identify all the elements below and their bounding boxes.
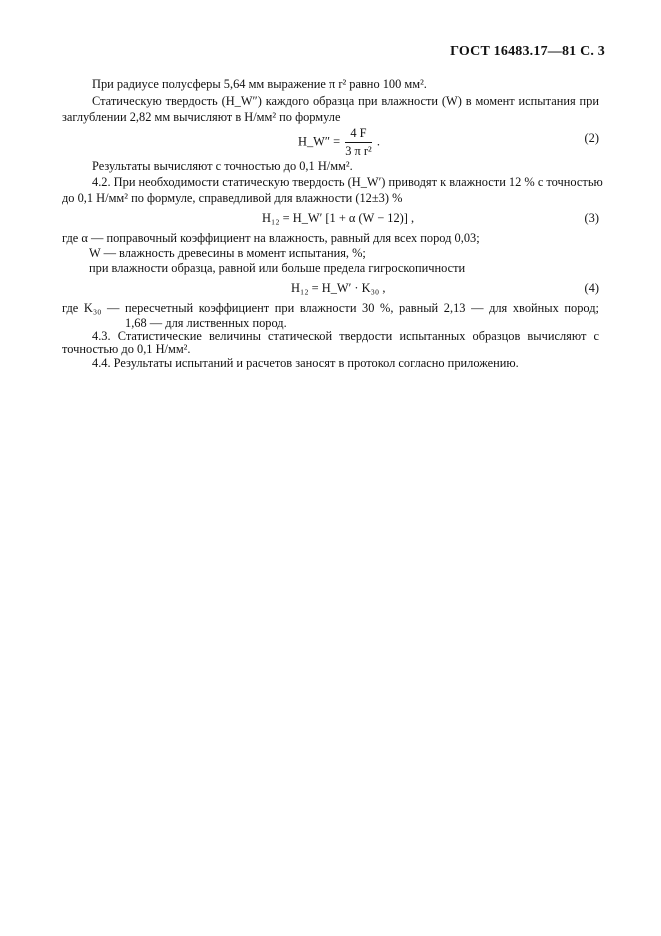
formula-2-denominator: 3 π r² xyxy=(345,144,372,158)
formula-2-numerator: 4 F xyxy=(345,126,372,143)
formula-4: H₁₂ = H_W′ · K₃₀ , xyxy=(291,281,386,295)
definition-w: W — влажность древесины в момент испытания, %; xyxy=(89,246,366,260)
formula-2 xyxy=(298,126,380,159)
paragraph-hardness-line2: заглублении 2,82 мм вычисляют в Н/мм² по формуле xyxy=(62,110,341,124)
paragraph-hygroscopic: при влажности образца, равной или больше предела гигроскопичности xyxy=(89,261,466,275)
paragraph-4-4: 4.4. Результаты испытаний и расчетов заносят в протокол согласно приложению. xyxy=(92,356,519,370)
paragraph-hardness-line1: Статическую твердость (H_W″) каждого образца при влажности (W) в момент испытания при xyxy=(92,94,599,108)
paragraph-radius-text: При радиусе полусферы 5,64 мм выражение π r² равно 100 мм². xyxy=(92,77,427,91)
paragraph-radius xyxy=(92,77,427,92)
paragraph-4-3-line2: точностью до 0,1 Н/мм². xyxy=(62,342,191,356)
page-header: ГОСТ 16483.17—81 С. 3 xyxy=(450,44,605,59)
formula-3: H₁₂ = H_W′ [1 + α (W − 12)] , xyxy=(262,211,415,225)
paragraph-precision: Результаты вычисляют с точностью до 0,1 Н/мм². xyxy=(92,159,353,173)
formula-4-number: (4) xyxy=(584,281,599,295)
paragraph-4-3-line1: 4.3. Статистические величины статической твердости испытанных образцов вычисляют с xyxy=(92,329,599,343)
formula-2-fraction xyxy=(345,126,372,159)
formula-2-lhs: H_W″ = xyxy=(298,134,341,149)
formula-2-tail: . xyxy=(376,134,380,149)
definition-alpha: где α — поправочный коэффициент на влажность, равный для всех пород 0,03; xyxy=(62,231,480,245)
definition-k30-line2: 1,68 — для лиственных пород. xyxy=(125,316,287,330)
paragraph-4-2-line2: до 0,1 Н/мм² по формуле, справедливой для влажности (12±3) % xyxy=(62,191,403,205)
paragraph-4-2-line1: 4.2. При необходимости статическую твердость (H_W′) приводят к влажности 12 % с точностью xyxy=(92,175,603,189)
definition-k30-line1: где K₃₀ — пересчетный коэффициент при влажности 30 %, равный 2,13 — для хвойных пород; xyxy=(62,301,599,315)
formula-3-number: (3) xyxy=(584,211,599,225)
formula-2-number: (2) xyxy=(584,131,599,145)
